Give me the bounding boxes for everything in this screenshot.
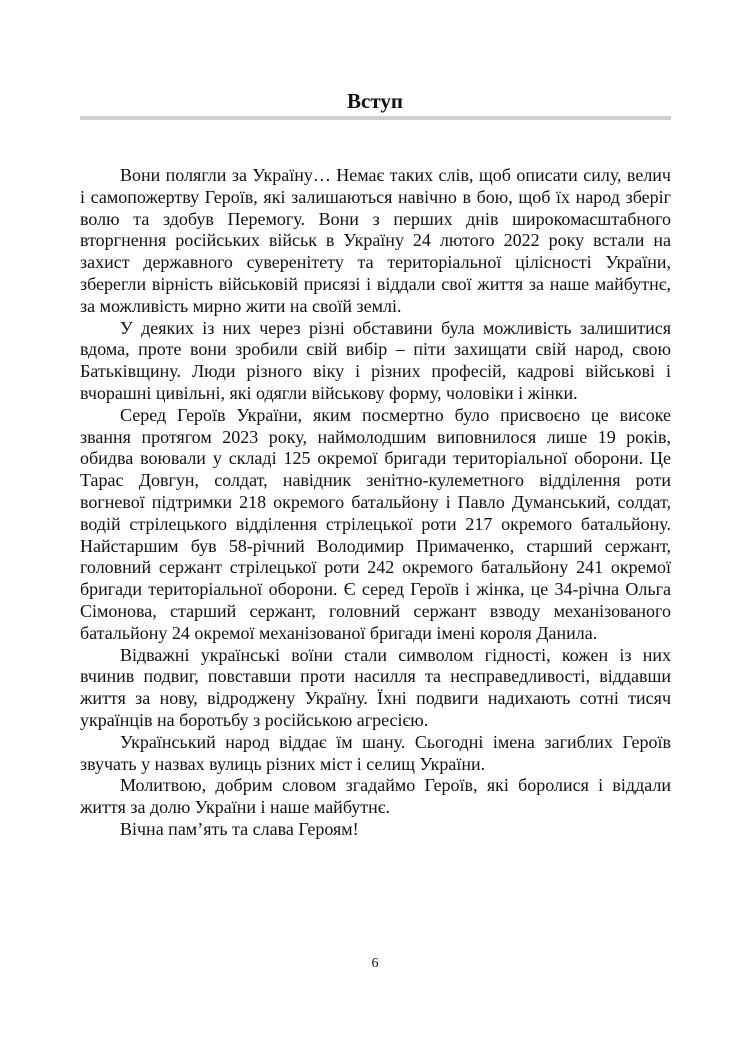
paragraph: Відважні українські воїни стали символом гідності, кожен із них вчинив подвиг, повставши проти насилля та несправедливості, віддавши життя за нову, відроджену Україну. Їхні подвиги надихають сотні тисяч українців на боротьбу з російською агресією. [80,644,671,730]
paragraph: У деяких із них через різні обставини була можливість залишитися вдома, проте вони зробили свій вибір – піти захищати свій народ, свою Батьківщину. Люди різного віку і різних професій, кадрові військові і вчорашні цивільні, які одягли військову форму, чоловіки і жінки. [80,317,671,403]
paragraph: Український народ віддає їм шану. Сьогодні імена загиблих Героїв звучать у назвах вулиць різних міст і селищ України. [80,731,671,774]
page-title: Вступ [347,89,403,113]
paragraph: Вічна пам’ять та слава Героям! [120,818,359,839]
document-body [80,165,671,841]
paragraph: Серед Героїв України, яким посмертно було присвоєно це високе звання протягом 2023 року, наймолодшим виповнилося лише 19 років, обидва воювали у складі 125 окремої бригади територіальної оборони. Це Тарас Довгун, солдат, навідник зенітно-кулеметного відділення роти вогневої підтримки 218 окремого батальйону і Павло Думанський, солдат, водій стрілецького відділення стрілецької роти 217 окремого батальйону. Найстаршим був 58-річний Володимир Примаченко, старший сержант, головний сержант стрілецької роти 242 окремого батальйону 241 окремої бригади територіальної оборони. Є серед Героїв і жінка, це 34-річна Ольга Сімонова, старший сержант, головний сержант взводу механізованого батальйону 24 окремої механізованої бригади імені короля Данила. [80,404,671,643]
paragraph: Молитвою, добрим словом згадаймо Героїв, які боролися і віддали життя за долю України і наше майбутнє. [80,775,671,818]
paragraph: Вони полягли за Україну… Немає таких слів, щоб описати силу, велич і самопожертву Героїв, які залишаються навічно в бою, щоб їх народ зберіг волю та здобув Перемогу. Вони з перших днів широкомасштабного вторгнення російських військ в Україну 24 лютого 2022 року встали на захист державного суверенітету та територіальної цілісності України, зберегли вірність військовій присязі і віддали свої життя за наше майбутнє, за можливість мирно жити на своїй землі. [80,165,671,316]
page-number: 6 [371,956,379,971]
title-underline [80,116,671,120]
